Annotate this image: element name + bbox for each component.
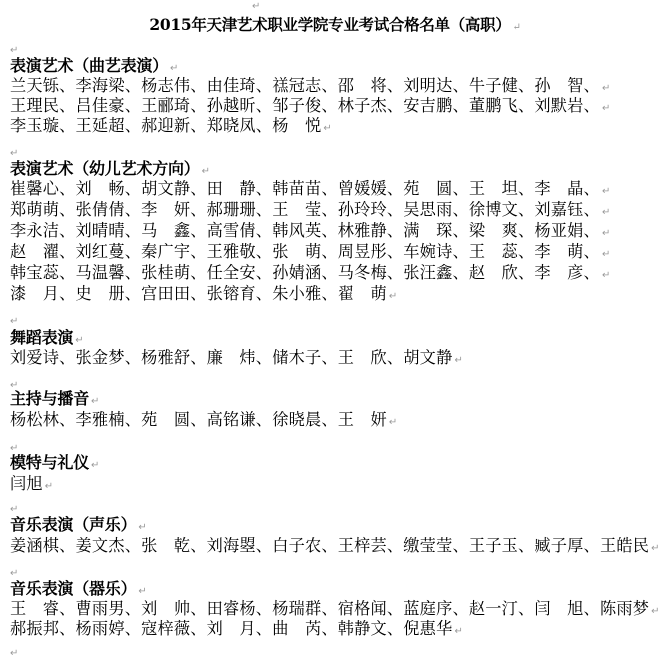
paragraph-mark-icon: ↵ [651, 606, 660, 617]
blank-line [8, 497, 19, 515]
paragraph-mark-icon: ↵ [601, 207, 611, 218]
paragraph-mark-icon: ↵ [10, 148, 19, 159]
paragraph-mark-icon: ↵ [601, 270, 611, 281]
paragraph-mark-icon: ↵ [91, 396, 100, 407]
section-heading: 舞蹈表演 ↵ [10, 328, 84, 347]
section-heading: 表演艺术（曲艺表演） ↵ [10, 56, 179, 75]
blank-line [8, 436, 19, 454]
paragraph-mark-icon: ↵ [10, 568, 19, 579]
paragraph-mark-icon: ↵ [10, 648, 19, 659]
paragraph-mark-icon: ↵ [601, 249, 611, 260]
paragraph-mark-icon: ↵ [651, 543, 660, 554]
name-row: 刘爱诗、张金梦、杨雅舒、廉 炜、储木子、王 欣、胡文静 ↵ [10, 348, 464, 367]
paragraph-mark-icon: ↵ [388, 291, 398, 302]
document-title: 2015年天津艺术职业学院专业考试合格名单（高职） ↵ [149, 15, 521, 34]
name-row: 韩宝蕊、马温馨、张桂萌、任全安、孙婧涵、马冬梅、张汪鑫、赵 欣、李 彦、 ↵ [10, 263, 611, 282]
blank-line [8, 561, 19, 579]
paragraph-mark-icon: ↵ [601, 228, 611, 239]
paragraph-mark-icon: ↵ [91, 460, 100, 471]
paragraph-mark-icon: ↵ [454, 355, 464, 366]
section-heading: 主持与播音 ↵ [10, 389, 100, 408]
name-row: 赵 濯、刘红蔓、秦广宇、王雅敬、张 萌、周昱彤、车婉诗、王 蕊、李 萌、 ↵ [10, 242, 611, 261]
name-row: 李玉璇、王延超、郝迎新、郑晓凤、杨 悦 ↵ [10, 116, 332, 135]
name-row: 郝振邦、杨雨婷、寇梓薇、刘 月、曲 芮、韩静文、倪惠华 ↵ [10, 619, 464, 638]
paragraph-mark-icon: ↵ [10, 504, 19, 515]
name-row: 王理民、吕佳豪、王郦琦、孙越昕、邹子俊、林子杰、安吉鹏、董鹏飞、刘默岩、 ↵ [10, 96, 611, 115]
paragraph-mark-icon: ↵ [323, 123, 332, 134]
paragraph-mark-icon: ↵ [512, 22, 521, 33]
blank-line [8, 141, 19, 159]
paragraph-mark-icon: ↵ [44, 481, 54, 492]
paragraph-mark-icon: ↵ [10, 45, 19, 56]
blank-line [8, 38, 19, 56]
section-heading: 表演艺术（幼儿艺术方向） ↵ [10, 159, 210, 178]
section-heading: 音乐表演（声乐） ↵ [10, 515, 147, 534]
paragraph-mark-icon: ↵ [454, 626, 464, 637]
paragraph-mark-icon: ↵ [10, 380, 19, 391]
paragraph-mark-icon: ↵ [601, 83, 611, 94]
name-row: 姜涵棋、姜文杰、张 乾、刘海曌、白子农、王梓芸、缴莹莹、王子玉、臧子厚、王皓民 ↵ [10, 536, 660, 555]
blank-line [8, 309, 19, 327]
paragraph-mark-icon: ↵ [138, 522, 147, 533]
name-row: 漆 月、史 册、宫田田、张镕育、朱小雅、翟 萌 ↵ [10, 284, 398, 303]
paragraph-mark-icon: ↵ [388, 417, 398, 428]
paragraph-mark-icon: ↵ [201, 166, 210, 177]
paragraph-mark-icon: ↵ [252, 1, 261, 12]
paragraph-mark-icon: ↵ [138, 586, 147, 597]
name-row: 郑萌萌、张倩倩、李 妍、郝珊珊、王 莹、孙玲玲、吴思雨、徐博文、刘嘉钰、 ↵ [10, 200, 611, 219]
name-row: 崔馨心、刘 畅、胡文静、田 静、韩苗苗、曾媛媛、苑 圆、王 坦、李 晶、 ↵ [10, 179, 611, 198]
name-row: 杨松林、李雅楠、苑 圆、高铭谦、徐晓晨、王 妍 ↵ [10, 410, 398, 429]
name-row: 兰天铄、李海梁、杨志伟、由佳琦、禚冠志、邵 将、刘明达、牛子健、孙 智、 ↵ [10, 76, 611, 95]
paragraph-mark-icon: ↵ [10, 316, 19, 327]
paragraph-mark-icon: ↵ [601, 186, 611, 197]
paragraph-mark-icon: ↵ [75, 335, 84, 346]
blank-line [8, 373, 19, 391]
paragraph-mark-icon: ↵ [10, 443, 19, 454]
section-heading: 音乐表演（器乐） ↵ [10, 579, 147, 598]
name-row: 闫旭 ↵ [10, 474, 54, 493]
paragraph-mark-icon: ↵ [601, 103, 611, 114]
name-row: 李永洁、刘晴晴、马 鑫、高雪倩、韩风英、林雅静、满 琛、梁 爽、杨亚娟、 ↵ [10, 221, 611, 240]
paragraph-mark-icon: ↵ [170, 63, 179, 74]
section-heading: 模特与礼仪 ↵ [10, 453, 100, 472]
name-row: 王 睿、曹雨男、刘 帅、田睿杨、杨瑞群、宿格闻、蓝庭序、赵一汀、闫 旭、陈雨梦 ↵ [10, 599, 660, 618]
